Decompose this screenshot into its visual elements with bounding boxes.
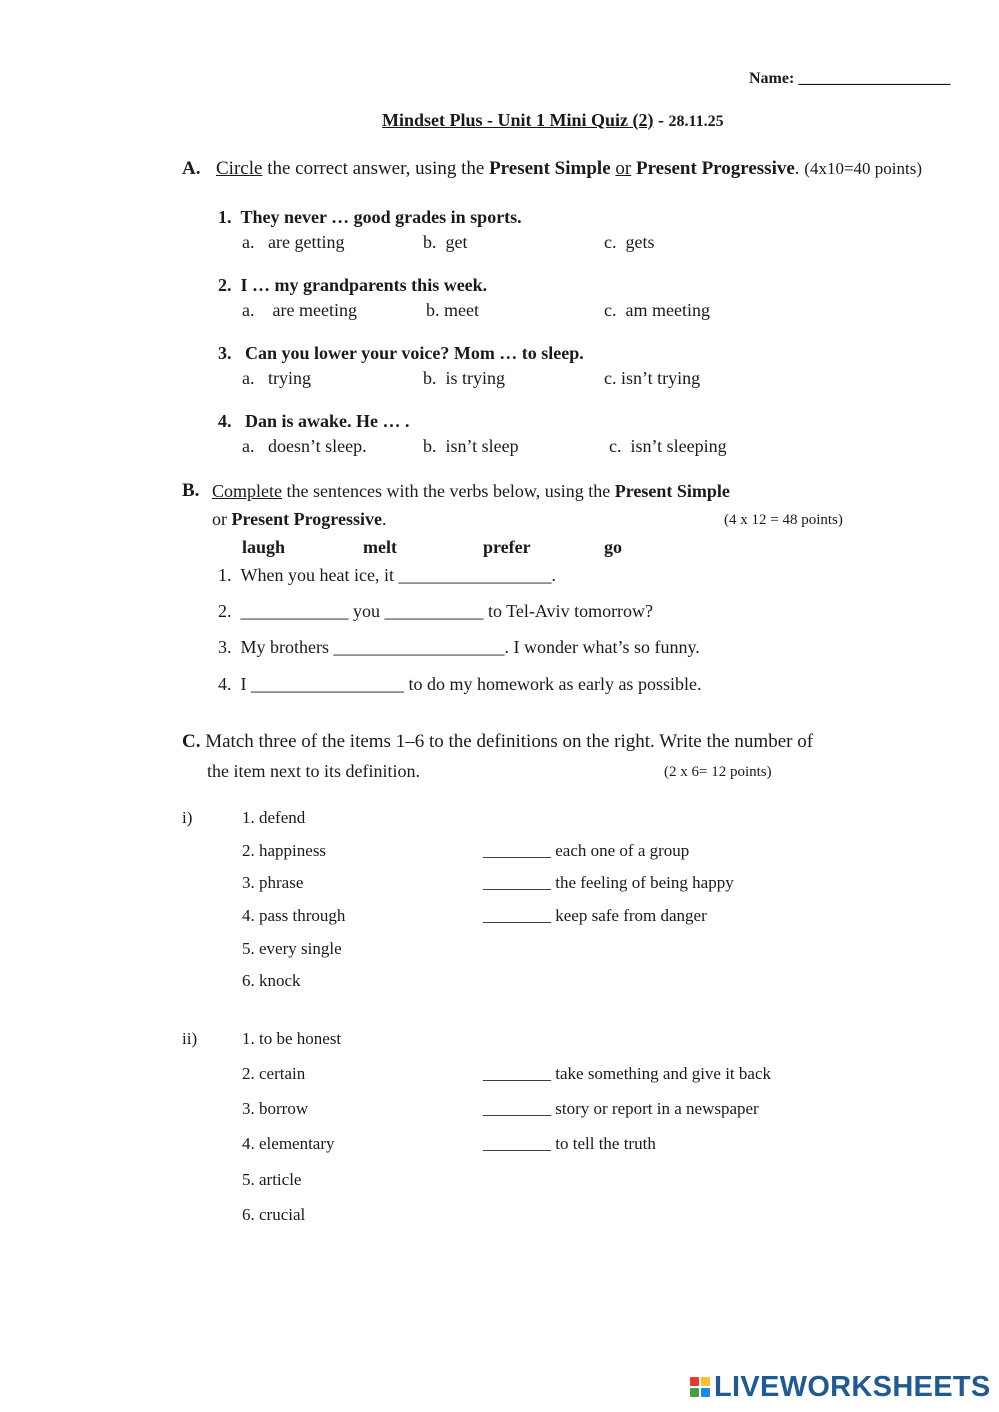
instr-or: or [615,158,632,179]
list-item: 4. elementary [242,1134,335,1153]
list-item: 1. defend [242,808,306,827]
list-item: 5. every single [242,939,342,958]
section-c-letter: C. [182,731,201,752]
list-item: 3. borrow [242,1099,309,1118]
q4-option-c[interactable] [609,436,727,457]
q4-option-b[interactable] [423,436,519,457]
sentence-number: 2. [218,601,232,621]
question-number: 4. [218,411,232,431]
part-ii-label: ii) [182,1029,198,1048]
list-item: 6. crucial [242,1205,306,1224]
option-text: gets [625,232,655,252]
sentence-number: 3. [218,637,232,657]
q2-option-a[interactable] [242,300,357,321]
q1-option-b[interactable] [423,232,468,253]
instr-period: . [381,509,387,529]
section-c-points: (2 x 6= 12 points) [664,764,772,780]
quiz-date: 28.11.25 [668,113,724,130]
list-item: 6. knock [242,971,301,990]
section-a-points: (4x10=40 points) [804,159,923,178]
section-b-instructions-line1 [212,481,730,502]
question-text: Dan is awake. He … . [245,411,410,431]
section-a-instructions [216,158,922,180]
question-number: 2. [218,275,232,295]
option-letter: c. [609,436,622,456]
definition-blank[interactable]: ________ each one of a group [483,841,690,860]
option-text: is trying [445,368,506,388]
b-sentence-4[interactable] [218,674,701,695]
page-title-line [382,110,724,131]
option-letter: b. [423,436,437,456]
option-text: isn’t sleeping [630,436,727,456]
instr-complete: Complete [212,481,282,501]
definition-blank[interactable]: ________ to tell the truth [483,1134,656,1153]
title-separator: - [653,110,669,130]
q2-option-b[interactable] [426,300,479,321]
section-b-points: (4 x 12 = 48 points) [724,512,843,528]
verb-melt: melt [363,537,397,557]
sentence-text: ____________ you ___________ to Tel-Aviv tomorrow? [240,601,654,621]
logo-block [701,1377,710,1386]
name-field[interactable] [749,70,950,88]
logo-block [701,1388,710,1397]
list-item: 2. happiness [242,841,327,860]
q2-option-c[interactable] [604,300,710,321]
option-text: doesn’t sleep. [268,436,367,456]
option-letter: a. [242,300,255,320]
q1-option-c[interactable] [604,232,655,253]
q3-option-b[interactable] [423,368,505,389]
verb-laugh: laugh [242,537,286,557]
instr-text: Match three of the items 1–6 to the definitions on the right. Write the number of [200,731,814,752]
list-item: 1. to be honest [242,1029,342,1048]
question-text: Can you lower your voice? Mom … to sleep. [245,343,584,363]
section-c-instructions-line1 [182,731,813,753]
instr-text: the correct answer, using the [262,158,490,179]
q3-option-a[interactable] [242,368,311,389]
logo-block [690,1388,699,1397]
sentence-text: I _________________ to do my homework as early as possible. [240,674,702,694]
definition-blank[interactable]: ________ story or report in a newspaper [483,1099,759,1118]
instr-text: the sentences with the verbs below, using the [282,481,615,501]
instr-circle: Circle [216,158,263,179]
instr-present-progressive: Present Progressive [231,509,382,529]
list-item: 5. article [242,1170,302,1189]
logo-text: LIVEWORKSHEETS [714,1370,991,1403]
sentence-text: My brothers ___________________. I wonder what’s so funny. [240,637,700,657]
option-text: get [445,232,468,252]
liveworksheets-logo[interactable] [690,1372,991,1402]
section-b-letter: B. [182,480,200,501]
page-title: Mindset Plus - Unit 1 Mini Quiz (2) [382,110,654,130]
sentence-text: When you heat ice, it _________________. [240,565,556,585]
verb-prefer: prefer [483,537,531,557]
question-number: 3. [218,343,232,363]
sentence-number: 1. [218,565,232,585]
instr-present-progressive: Present Progressive [635,158,795,179]
b-sentence-1[interactable] [218,565,556,586]
definition-blank[interactable]: ________ take something and give it back [483,1064,771,1083]
option-text: are meeting [272,300,357,320]
definition-blank[interactable]: ________ the feeling of being happy [483,873,734,892]
name-blank: ___________________ [798,70,951,87]
option-letter: c. [604,300,617,320]
q1-option-a[interactable] [242,232,344,253]
q3-option-c[interactable] [604,368,700,389]
option-text: am meeting [625,300,710,320]
question-1 [218,207,522,228]
logo-block [690,1377,699,1386]
option-text: are getting [268,232,345,252]
option-letter: a. [242,368,255,388]
list-item: 3. phrase [242,873,304,892]
option-letter: b. [423,368,437,388]
question-number: 1. [218,207,232,227]
section-a-letter: A. [182,158,201,179]
logo-blocks-icon [690,1377,710,1397]
option-text: b. meet [426,300,479,320]
option-letter: b. [423,232,437,252]
section-b-instructions-line2 [212,509,386,530]
list-item: 2. certain [242,1064,306,1083]
definition-blank[interactable]: ________ keep safe from danger [483,906,707,925]
question-text: I … my grandparents this week. [240,275,488,295]
q4-option-a[interactable] [242,436,367,457]
option-letter: c. [604,232,617,252]
option-text: c. isn’t trying [604,368,701,388]
option-text: trying [268,368,311,388]
sentence-number: 4. [218,674,232,694]
b-sentence-3[interactable] [218,637,700,658]
question-2 [218,275,487,296]
instr-text: . [794,158,805,179]
section-c-instructions-line2: the item next to its definition. [207,761,420,781]
question-4 [218,411,410,432]
name-label: Name: [749,70,795,87]
question-3 [218,343,584,364]
instr-present-simple: Present Simple [614,481,730,501]
verb-go: go [604,537,622,557]
instr-present-simple: Present Simple [489,158,611,179]
option-letter: a. [242,232,255,252]
question-text: They never … good grades in sports. [240,207,522,227]
list-item: 4. pass through [242,906,346,925]
option-text: isn’t sleep [445,436,519,456]
part-i-label: i) [182,808,193,827]
instr-or: or [212,509,232,529]
option-letter: a. [242,436,255,456]
b-sentence-2[interactable] [218,601,653,622]
